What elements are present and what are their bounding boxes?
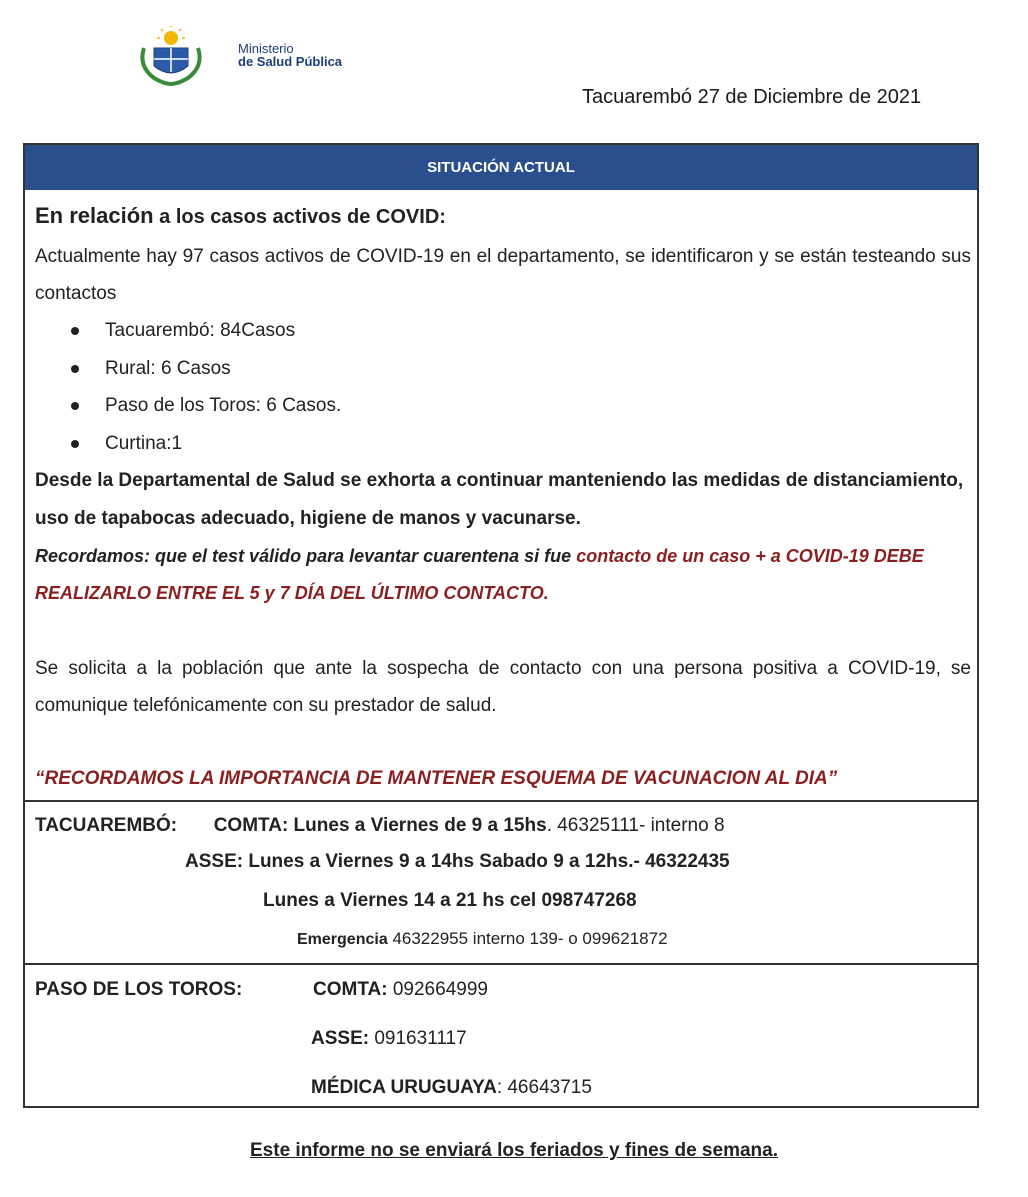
active-cases-section [35,203,971,792]
tacuarembo-comta-row [35,815,725,837]
paso-label: PASO DE LOS TOROS: [35,979,243,1000]
case-text: Curtina:1 [105,432,183,454]
case-text: Paso de los Toros: 6 Casos. [105,395,342,416]
footer-text: Este informe no se enviará los feriados y fines de semana. [250,1140,778,1161]
asse-phone: - 46322435 [633,851,730,872]
bullet-icon [71,365,79,373]
recordamos-highlight: contacto de un caso + a COVID-19 DEBE REALIZARLO ENTRE EL 5 y 7 DÍA DEL ÚLTIMO CONTACTO. [35,546,924,603]
paso-asse-label: ASSE: [311,1028,370,1049]
list-item [65,387,971,425]
tacuarembo-label: TACUAREMBÓ: [35,815,178,836]
paso-comta-label: COMTA: [313,979,388,1000]
ministry-name-line1: Ministerio [238,41,294,56]
report-date: Tacuarembó 27 de Diciembre de 2021 [582,86,922,108]
divider [25,800,977,802]
list-item [65,425,971,463]
section-heading-rest: a los casos activos de COVID: [153,206,446,228]
ministry-logo [134,26,394,90]
paso-asse-phone: 091631117 [369,1028,467,1049]
paso-medica-label: MÉDICA URUGUAYA [311,1077,497,1098]
ministry-name [238,42,342,68]
tacuarembo-emergency-row [297,928,668,950]
emergency-phone: 46322955 interno 139- o 099621872 [387,929,668,948]
section-heading [35,203,971,230]
comta-hours: Lunes a Viernes de 9 a 15hs [288,815,547,836]
paso-comta [313,979,488,1001]
ministry-name-line2: de Salud Pública [238,54,343,69]
asse-hours: ASSE: Lunes a Viernes 9 a 14hs Sabado 9 a 12hs. [185,851,634,872]
section-header: SITUACIÓN ACTUAL [25,145,977,190]
paso-medica-phone: : 46643715 [496,1077,592,1098]
footer-note [0,1140,1028,1162]
paso-medica [311,1077,592,1099]
vaccination-quote: “RECORDAMOS LA IMPORTANCIA DE MANTENER ESQUEMA DE VACUNACION AL DIA” [35,768,838,789]
comta-phone: . 46325111- interno 8 [546,815,725,836]
uruguay-seal-icon [134,26,208,88]
section-heading-lead: En relación [35,203,154,228]
comta-label: COMTA: [213,815,289,836]
list-item [65,350,971,388]
bullet-icon [71,402,79,410]
divider [25,963,977,965]
bullet-icon [71,440,79,448]
case-text: Tacuarembó: 84Casos [105,320,296,341]
recordamos-text: Recordamos: que el test válido para levantar cuarentena si fue [35,546,577,566]
bullet-icon [71,327,79,335]
case-text: Rural: 6 Casos [105,357,231,379]
paso-asse [311,1028,467,1050]
list-item [65,312,971,350]
tacuarembo-lv-row: Lunes a Viernes 14 a 21 hs cel 098747268 [263,890,637,911]
emergency-label: Emergencia [297,931,388,948]
cases-list [35,312,971,462]
tacuarembo-asse-row [185,851,730,873]
paso-comta-phone: 092664999 [387,979,488,1000]
recordamos-paragraph [35,538,971,612]
report-box [23,143,979,1108]
intro-paragraph: Actualmente hay 97 casos activos de COVID-19 en el departamento, se identificaron y se están testeando sus contactos [35,246,971,304]
exhorta-paragraph: Desde la Departamental de Salud se exhorta a continuar manteniendo las medidas de distanciamiento, uso de tapabocas adecuado, higiene de manos y vacunarse. [35,470,964,529]
paso-comta-row [35,979,242,1001]
solicita-paragraph: Se solicita a la población que ante la sospecha de contacto con una persona positiva a COVID-19, se comunique telefónicamente con su prestador de salud. [35,658,971,716]
